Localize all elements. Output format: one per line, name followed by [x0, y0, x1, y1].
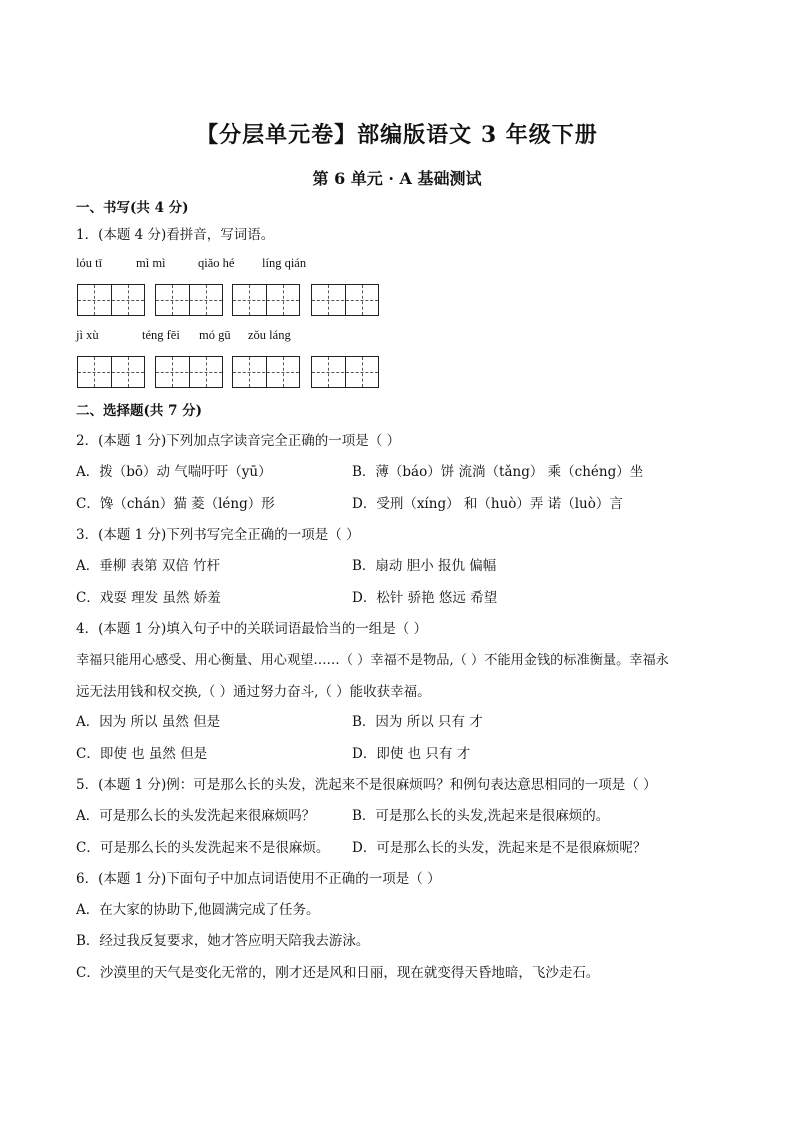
q2-stem: 2．(本题 1 分)下列加点字读音完全正确的一项是（ ） — [76, 433, 401, 449]
q1-pinyin-5: jì xù — [76, 328, 99, 342]
q1-pinyin-4: líng qián — [262, 256, 307, 270]
q2-option-c[interactable]: C．馋（chán）猫 菱（léng）形 — [76, 496, 275, 512]
q6-option-c[interactable]: C．沙漠里的天气是变化无常的，刚才还是风和日丽，现在就变得天昏地暗，飞沙走石。 — [76, 965, 600, 981]
q3-option-a[interactable]: A．垂柳 表第 双倍 竹杆 — [76, 558, 221, 574]
writing-box-4[interactable] — [311, 284, 379, 316]
q2-option-d[interactable]: D．受刑（xíng） 和（huò）弄 诺（luò）言 — [352, 496, 623, 512]
writing-box-6[interactable] — [155, 356, 223, 388]
q5-option-b[interactable]: B．可是那么长的头发,洗起来是很麻烦的。 — [352, 808, 610, 824]
q5-option-c[interactable]: C．可是那么长的头发洗起来不是很麻烦。 — [76, 840, 330, 856]
q1-pinyin-6: téng fēi — [142, 328, 180, 342]
q4-option-d[interactable]: D．即使 也 只有 才 — [352, 746, 471, 762]
q4-passage-line2: 远无法用钱和权交换,（ ）通过努力奋斗,（ ）能收获幸福。 — [76, 684, 431, 700]
writing-box-2[interactable] — [155, 284, 223, 316]
q1-pinyin-2: mì mì — [136, 256, 166, 270]
q1-pinyin-1: lóu tī — [76, 256, 103, 270]
writing-box-7[interactable] — [232, 356, 300, 388]
q3-option-d[interactable]: D．松针 骄艳 悠远 希望 — [352, 590, 498, 606]
q6-option-b[interactable]: B．经过我反复要求，她才答应明天陪我去游泳。 — [76, 933, 370, 949]
q2-option-b[interactable]: B．薄（báo）饼 流淌（tǎng） 乘（chéng）坐 — [352, 464, 644, 480]
writing-box-3[interactable] — [232, 284, 300, 316]
q3-option-b[interactable]: B．扇动 胆小 报仇 偏幅 — [352, 558, 497, 574]
q5-stem: 5．(本题 1 分)例：可是那么长的头发，洗起来不是很麻烦吗？和例句表达意思相同的一项是（ ） — [76, 777, 657, 793]
q1-pinyin-8: zǒu láng — [248, 328, 291, 342]
q3-stem: 3．(本题 1 分)下列书写完全正确的一项是（ ） — [76, 527, 360, 543]
q4-passage-line1: 幸福只能用心感受、用心衡量、用心观望……（ ）幸福不是物品,（ ）不能用金钱的标准衡量。幸福永 — [76, 653, 669, 668]
q6-option-a[interactable]: A．在大家的协助下,他圆满完成了任务。 — [76, 902, 320, 918]
q5-option-d[interactable]: D．可是那么长的头发，洗起来是不是很麻烦呢？ — [352, 840, 647, 856]
page-title: 【分层单元卷】部编版语文 3 年级下册 — [196, 122, 598, 148]
q1-stem: 1．(本题 4 分)看拼音，写词语。 — [76, 227, 275, 243]
q4-option-b[interactable]: B．因为 所以 只有 才 — [352, 714, 483, 730]
q4-option-c[interactable]: C．即使 也 虽然 但是 — [76, 746, 208, 762]
section2-heading: 二、选择题(共 7 分) — [76, 403, 203, 419]
page-subtitle: 第 6 单元 · A 基础测试 — [312, 169, 482, 188]
q1-pinyin-3: qiǎo hé — [198, 256, 235, 270]
q1-pinyin-7: mó gū — [199, 328, 231, 342]
writing-box-8[interactable] — [311, 356, 379, 388]
writing-box-1[interactable] — [77, 284, 145, 316]
q5-option-a[interactable]: A．可是那么长的头发洗起来很麻烦吗？ — [76, 808, 316, 824]
q2-option-a[interactable]: A．拨（bō）动 气喘吁吁（yū） — [76, 464, 272, 480]
q4-option-a[interactable]: A．因为 所以 虽然 但是 — [76, 714, 221, 730]
q4-stem: 4．(本题 1 分)填入句子中的关联词语最恰当的一组是（ ） — [76, 621, 428, 637]
q6-stem: 6．(本题 1 分)下面句子中加点词语使用不正确的一项是（ ） — [76, 871, 441, 887]
section1-heading: 一、书写(共 4 分) — [76, 200, 189, 216]
q3-option-c[interactable]: C．戏耍 理发 虽然 娇羞 — [76, 590, 221, 606]
writing-box-5[interactable] — [77, 356, 145, 388]
